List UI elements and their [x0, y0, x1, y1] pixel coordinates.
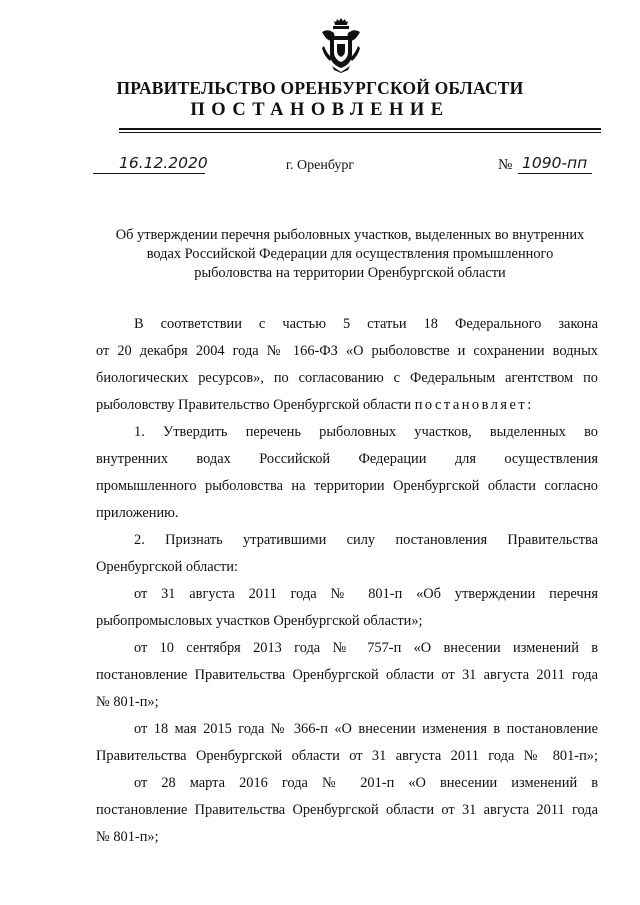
government-title: ПРАВИТЕЛЬСТВО ОРЕНБУРГСКОЙ ОБЛАСТИ — [116, 78, 524, 98]
repealed-act-line: постановление Правительства Оренбургской области от 31 августа 2011 года — [96, 667, 598, 683]
repealed-act-line: от 31 августа 2011 года № 801-п «Об утверждении перечня — [134, 586, 598, 602]
preamble-line: В соответствии с частью 5 статьи 18 Федерального закона — [134, 316, 598, 332]
subject-line: рыболовства на территории Оренбургской области — [194, 265, 506, 281]
repealed-act-line: от 28 марта 2016 года № 201-п «О внесении изменений в — [134, 775, 598, 791]
coat-of-arms-icon — [318, 16, 364, 74]
document-type-title: ПОСТАНОВЛЕНИЕ — [190, 100, 450, 120]
preamble-line-last — [96, 397, 598, 414]
document-date: 16.12.2020 — [119, 154, 208, 172]
repealed-act-line: постановление Правительства Оренбургской области от 31 августа 2011 года — [96, 802, 598, 818]
item2-line: 2. Признать утратившими силу постановления Правительства — [134, 532, 598, 548]
item1-line: 1. Утвердить перечень рыболовных участков, выделенных во — [134, 424, 598, 440]
decree-word: постановляет: — [414, 397, 534, 413]
repealed-act-line: № 801-п»; — [96, 694, 159, 710]
repealed-act-line: Правительства Оренбургской области от 31 августа 2011 года № 801-п»; — [96, 748, 598, 764]
item2-line: Оренбургской области: — [96, 559, 238, 575]
preamble-line: биологических ресурсов», по согласованию с Федеральным агентством по — [96, 370, 598, 386]
item1-line: промышленного рыболовства на территории Оренбургской области согласно — [96, 478, 598, 494]
document-number-field — [498, 154, 594, 176]
preamble-line: от 20 декабря 2004 года № 166-ФЗ «О рыболовстве и сохранении водных — [96, 343, 598, 359]
item1-line: приложению. — [96, 505, 179, 521]
document-number: 1090-пп — [522, 154, 588, 172]
header-divider-thin — [119, 132, 601, 133]
number-sign: № — [498, 157, 513, 173]
repealed-act-line: № 801-п»; — [96, 829, 159, 845]
item1-line: внутренних водах Российской Федерации для осуществления — [96, 451, 598, 467]
document-city: г. Оренбург — [285, 158, 355, 173]
repealed-act-line: от 18 мая 2015 года № 366-п «О внесении изменения в постановление — [134, 721, 598, 737]
document-subject — [90, 226, 610, 283]
header-divider-thick — [119, 128, 601, 130]
subject-line: водах Российской Федерации для осуществления промышленного — [146, 246, 554, 262]
number-underline — [518, 173, 592, 174]
repealed-act-line: от 10 сентября 2013 года № 757-п «О внесении изменений в — [134, 640, 598, 656]
repealed-act-line: рыбопромысловых участков Оренбургской области»; — [96, 613, 423, 629]
preamble-text: рыболовству Правительство Оренбургской области — [96, 397, 412, 413]
subject-line: Об утверждении перечня рыболовных участков, выделенных во внутренних — [115, 227, 585, 243]
